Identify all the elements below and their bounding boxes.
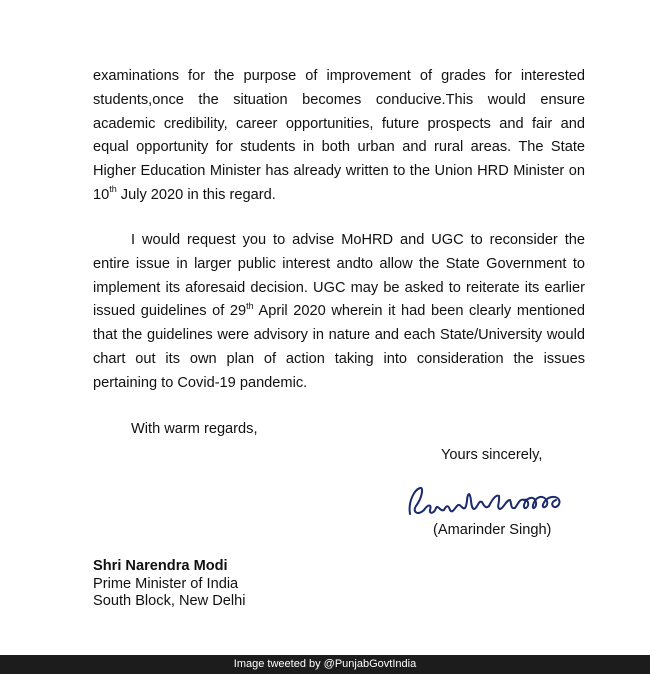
paragraph-1-date-line [93, 184, 585, 208]
paragraph-1-line: examinations for the purpose of improvement of grades for interested [93, 68, 585, 84]
paragraph-2-line: chart out its own plan of action taking into consideration the issues [93, 350, 585, 367]
handwritten-signature [400, 476, 572, 526]
image-credit-text: Image tweeted by @PunjabGovtIndia [233, 658, 417, 670]
addressee-address: South Block, New Delhi [93, 593, 246, 609]
paragraph-2-line: that the guidelines were advisory in nature and each State/University would [93, 327, 585, 344]
signer-name: (Amarinder Singh) [433, 522, 552, 538]
guidelines-after: April 2020 wherein it had been clearly mentioned [253, 303, 585, 320]
date-day: 10 [93, 186, 110, 203]
paragraph-1-line: equal opportunity for students in both urban and rural areas. The State [93, 139, 585, 156]
paragraph-1-line: students,once the situation becomes conducive.This would ensure [93, 91, 585, 108]
paragraph-2-line: entire issue in larger public interest andto allow the State Government to [93, 255, 585, 272]
date-rest: July 2020 in this regard. [116, 186, 276, 203]
image-credit-bar [0, 655, 650, 674]
addressee-name: Shri Narendra Modi [93, 558, 228, 574]
guidelines-suffix: th [246, 300, 254, 311]
closing-line: With warm regards, [131, 421, 258, 437]
paragraph-1-line: academic credibility, career opportunities, future prospects and fair and [93, 115, 585, 132]
paragraph-1 [93, 65, 585, 208]
paragraph-2-guidelines-line [93, 300, 585, 324]
valediction: Yours sincerely, [441, 447, 543, 463]
date-suffix: th [109, 184, 117, 195]
addressee-block [93, 558, 246, 611]
paragraph-2-line: pertaining to Covid-19 pandemic. [93, 374, 308, 391]
addressee-title: Prime Minister of India [93, 575, 239, 592]
paragraph-1-line: Higher Education Minister has already written to the Union HRD Minister on [93, 163, 585, 180]
guidelines-before: issued guidelines of 29 [93, 303, 247, 320]
paragraph-2 [93, 229, 585, 396]
paragraph-2-line: implement its aforesaid decision. UGC may be asked to reiterate its earlier [93, 279, 585, 296]
paragraph-2-line: I would request you to advise MoHRD and UGC to reconsider the [131, 232, 585, 248]
